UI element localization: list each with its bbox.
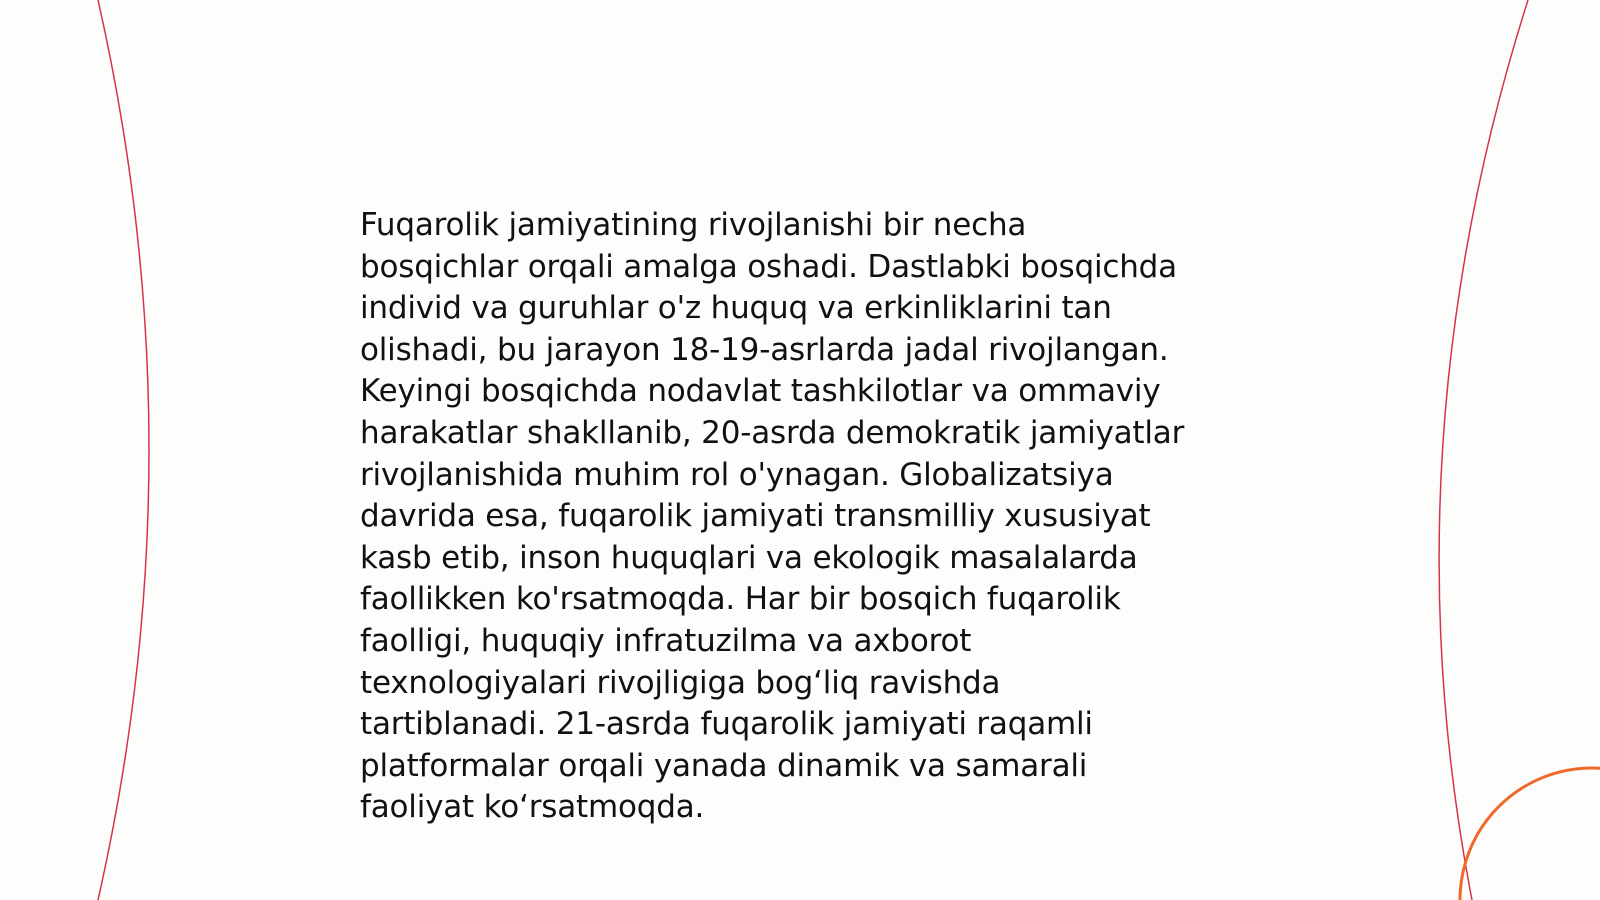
bottom-right-circle <box>1460 768 1600 900</box>
body-paragraph: Fuqarolik jamiyatining rivojlanishi bir necha bosqichlar orqali amalga oshadi. Dastlabki bosqichda individ va guruhlar o'z huquq va erkinliklarini tan olishadi, bu jarayon 18-19-asrlarda jadal rivojlangan. Keyingi bosqichda nodavlat tashkilotlar va ommaviy harakatlar shakllanib, 20-asrda demokratik jamiyatlar rivojlanishida muhim rol o'ynagan. Globalizatsiya davrida esa, fuqarolik jamiyati transmilliy xususiyat kasb etib, inson huquqlari va ekologik masalalarda faollikken ko'rsatmoqda. Har bir bosqich fuqarolik faolligi, huquqiy infratuzilma va axborot texnologiyalari rivojligiga bog‘liq ravishda tartiblanadi. 21-asrda fuqarolik jamiyati raqamli platformalar orqali yanada dinamik va samarali faoliyat ko‘rsatmoqda. <box>360 207 1185 826</box>
right-arc <box>1439 0 1528 900</box>
left-arc <box>98 0 149 900</box>
